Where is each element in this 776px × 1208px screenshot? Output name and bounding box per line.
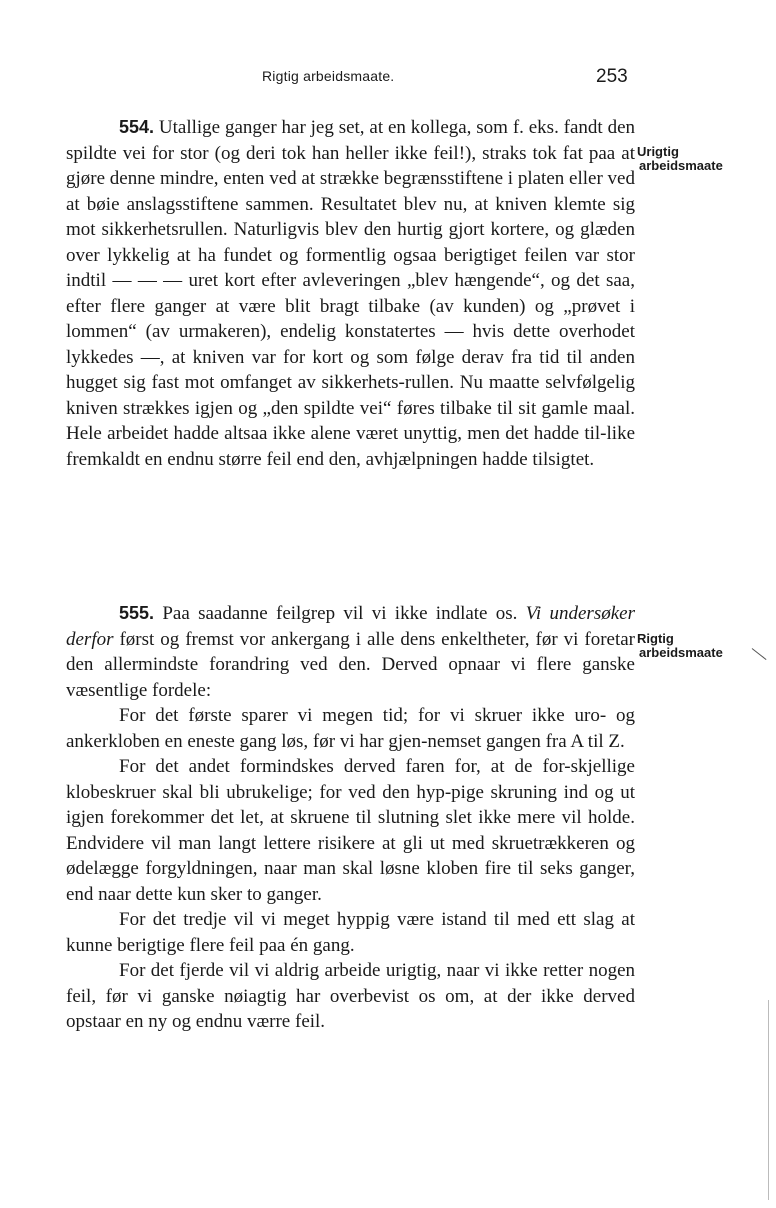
paragraph <box>66 115 635 472</box>
point-4: For det fjerde vil vi aldrig arbeide urigtig, naar vi ikke retter nogen feil, før vi ganske nøiagtig har overbevist os om, at der ikke derved opstaar en ny og endnu værre feil. <box>66 960 635 1032</box>
point-2: For det andet formindskes derved faren for, at de for-skjellige klobeskruer skal bli ubrukelige; for ved den hyp-pige skruning ind og ut igjen forekommer det let, at skruene til slutning slet ikke mere vil holde. Endvidere vil man langt lettere risikere at gli ut med skruetrækkeren og ødelægge forgyldningen, naar man skal løsne kloben fire til seks ganger, end naar dette kun sker to ganger. <box>66 756 635 905</box>
scan-mark <box>768 1000 769 1200</box>
margin-note-line1: Urigtig <box>637 144 679 159</box>
section-text: Utallige ganger har jeg set, at en kollega, som f. eks. fandt den spildte vei for stor (og deri tok han heller ikke feil!), straks tok fat paa at gjøre denne mindre, enten ved at strække begrænsstiftene i platen eller ved at bøie anslagsstiftene sammen. Resultatet blev nu, at kniven klemte sig mot sikkerhetsrullen. Naturligvis blev den hurtig gjort kortere, og glæden over lykkelig at ha fundet og formentlig ogsaa berigtiget feilen var stor indtil — — — uret kort efter avleveringen „blev hængende“, og det saa, efter flere ganger at være blit bragt tilbake (av kunden) og „prøvet i lommen“ (av urmakeren), endelig konstatertes — hvis dette overhodet lykkedes —, at kniven var for kort og som følge derav fra tid til anden hugget sig fast mot omfanget av sikkerhets-rullen. Nu maatte selvfølgelig kniven strækkes igjen og „den spildte vei“ føres tilbake til sit gamle maal. Hele arbeidet hadde altsaa ikke alene været unyttig, men det hadde til-like fremkaldt en endnu større feil end den, avhjælpningen hadde tilsigtet. <box>66 117 636 470</box>
margin-note-line2: arbeidsmaate <box>639 645 723 660</box>
paragraph <box>66 601 635 703</box>
margin-note-rigtig <box>637 632 747 660</box>
intro-rest: først og fremst vor ankergang i alle dens enkeltheter, før vi foretar den allermindste forandring ved den. Derved opnaar vi flere ganske væsentlige fordele: <box>66 628 636 701</box>
section-555 <box>66 601 635 1035</box>
emphasis-text: Vi undersøker derfor <box>66 603 635 650</box>
section-number: 554. <box>119 117 155 137</box>
section-number: 555. <box>119 603 155 623</box>
margin-note-urigtig <box>637 145 747 173</box>
section-554 <box>66 115 635 472</box>
intro-text: Paa saadanne feilgrep vil vi ikke indlate os. <box>162 603 518 624</box>
header-title: Rigtig arbeidsmaate. <box>262 68 395 84</box>
margin-note-line1: Rigtig <box>637 631 674 646</box>
point-3: For det tredje vil vi meget hyppig være istand til med ett slag at kunne berigtige flere feil paa én gang. <box>66 909 635 956</box>
point-1: For det første sparer vi megen tid; for vi skruer ikke uro- og ankerkloben en eneste gang løs, før vi har gjen-nemset gangen fra A til Z. <box>66 705 635 752</box>
scan-mark <box>752 648 767 660</box>
margin-note-line2: arbeidsmaate <box>639 158 723 173</box>
page-number: 253 <box>596 66 628 87</box>
